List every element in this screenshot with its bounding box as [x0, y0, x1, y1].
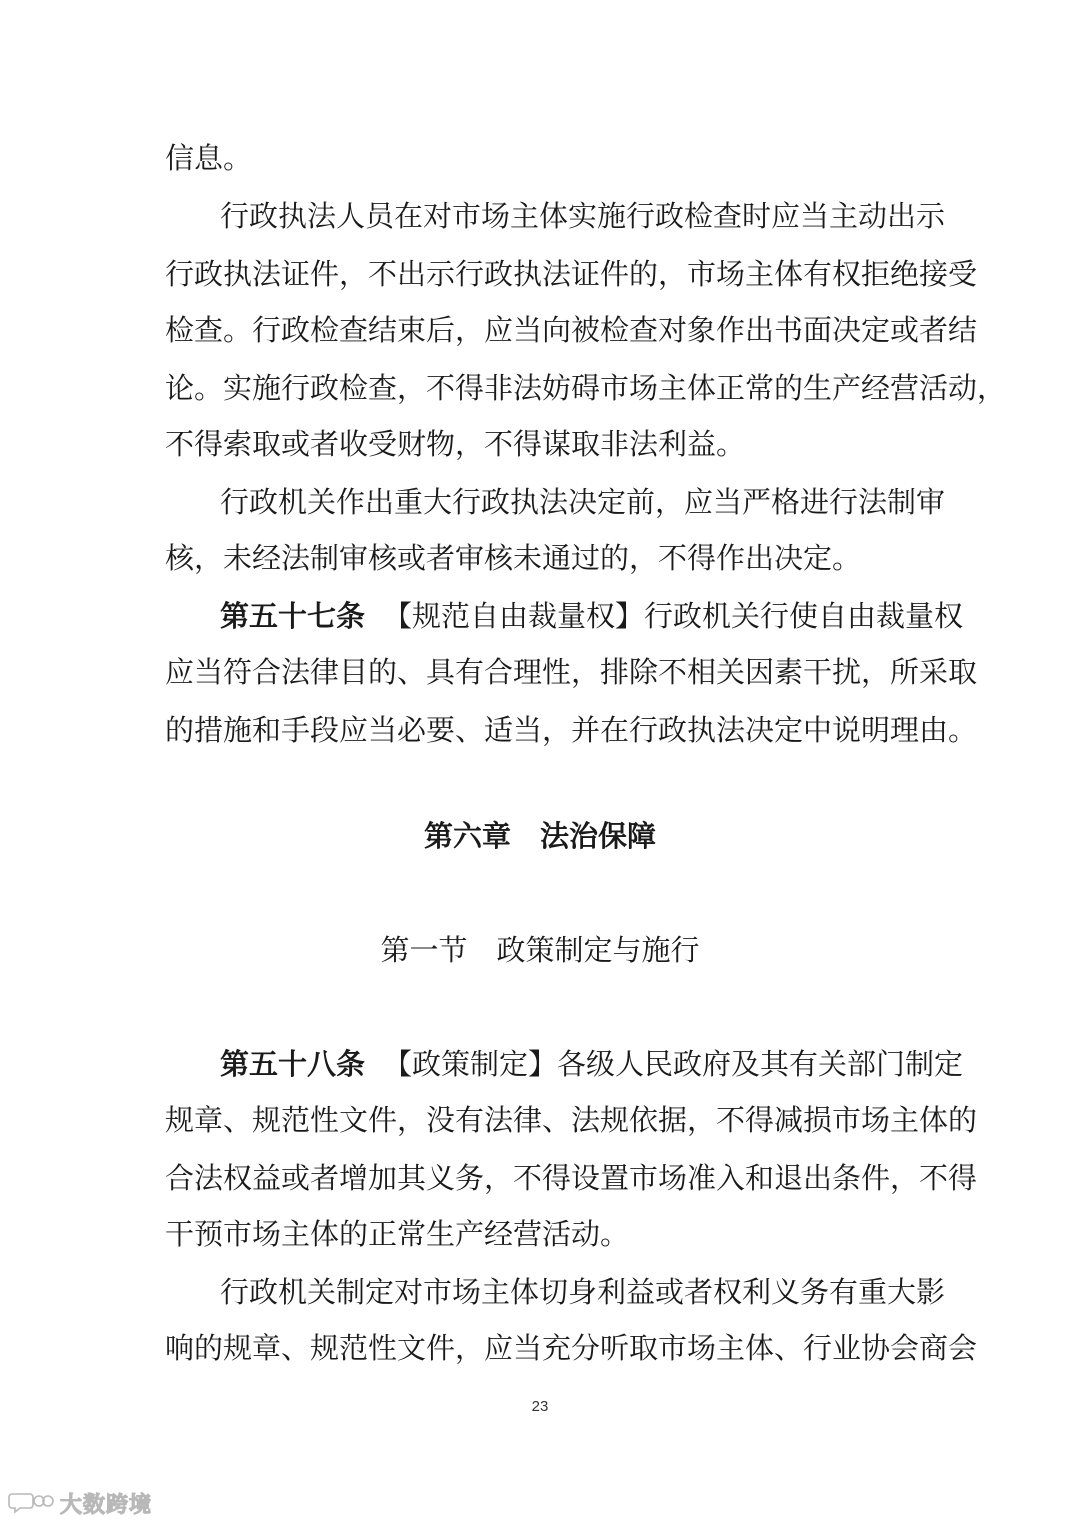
paragraph-line: 干预市场主体的正常生产经营活动。 [165, 1217, 630, 1251]
paragraph-line: 不得索取或者收受财物，不得谋取非法利益。 [165, 427, 746, 461]
paragraph-line: 行政执法人员在对市场主体实施行政检查时应当主动出示 [220, 199, 946, 233]
paragraph-line: 行政机关制定对市场主体切身利益或者权利义务有重大影 [220, 1275, 946, 1309]
watermark [8, 1488, 152, 1518]
paragraph-line: 信息。 [165, 141, 253, 175]
article-57-text: 【规范自由裁量权】行政机关行使自由裁量权 [383, 599, 964, 633]
paragraph-line: 响的规章、规范性文件，应当充分听取市场主体、行业协会商会 [165, 1331, 978, 1365]
paragraph-line: 规章、规范性文件，没有法律、法规依据，不得减损市场主体的 [165, 1103, 978, 1137]
section-heading: 第一节 政策制定与施行 [380, 933, 700, 967]
paragraph-line: 检查。行政检查结束后，应当向被检查对象作出书面决定或者结 [165, 313, 978, 347]
article-57-first-line [220, 596, 964, 636]
paragraph-line: 行政机关作出重大行政执法决定前，应当严格进行法制审 [220, 485, 946, 519]
paragraph-line: 应当符合法律目的、具有合理性，排除不相关因素干扰，所采取 [165, 655, 978, 689]
watermark-text: 大数跨境 [60, 1492, 153, 1518]
article-58-label: 第五十八条 [220, 1047, 366, 1081]
chapter-heading: 第六章 法治保障 [423, 819, 656, 853]
article-58-text: 【政策制定】各级人民政府及其有关部门制定 [383, 1047, 964, 1081]
paragraph-line: 论。实施行政检查，不得非法妨碍市场主体正常的生产经营活动， [165, 371, 1007, 405]
article-57-label: 第五十七条 [220, 599, 366, 633]
paragraph-line: 行政执法证件，不出示行政执法证件的，市场主体有权拒绝接受 [165, 257, 978, 291]
page-number: 23 [531, 1398, 549, 1415]
article-58-first-line [220, 1044, 964, 1084]
paragraph-line: 核，未经法制审核或者审核未通过的，不得作出决定。 [165, 541, 862, 575]
paragraph-line: 合法权益或者增加其义务，不得设置市场准入和退出条件，不得 [165, 1161, 978, 1195]
chat-bubble-logo-icon [8, 1490, 54, 1516]
paragraph-line: 的措施和手段应当必要、适当，并在行政执法决定中说明理由。 [165, 713, 978, 747]
